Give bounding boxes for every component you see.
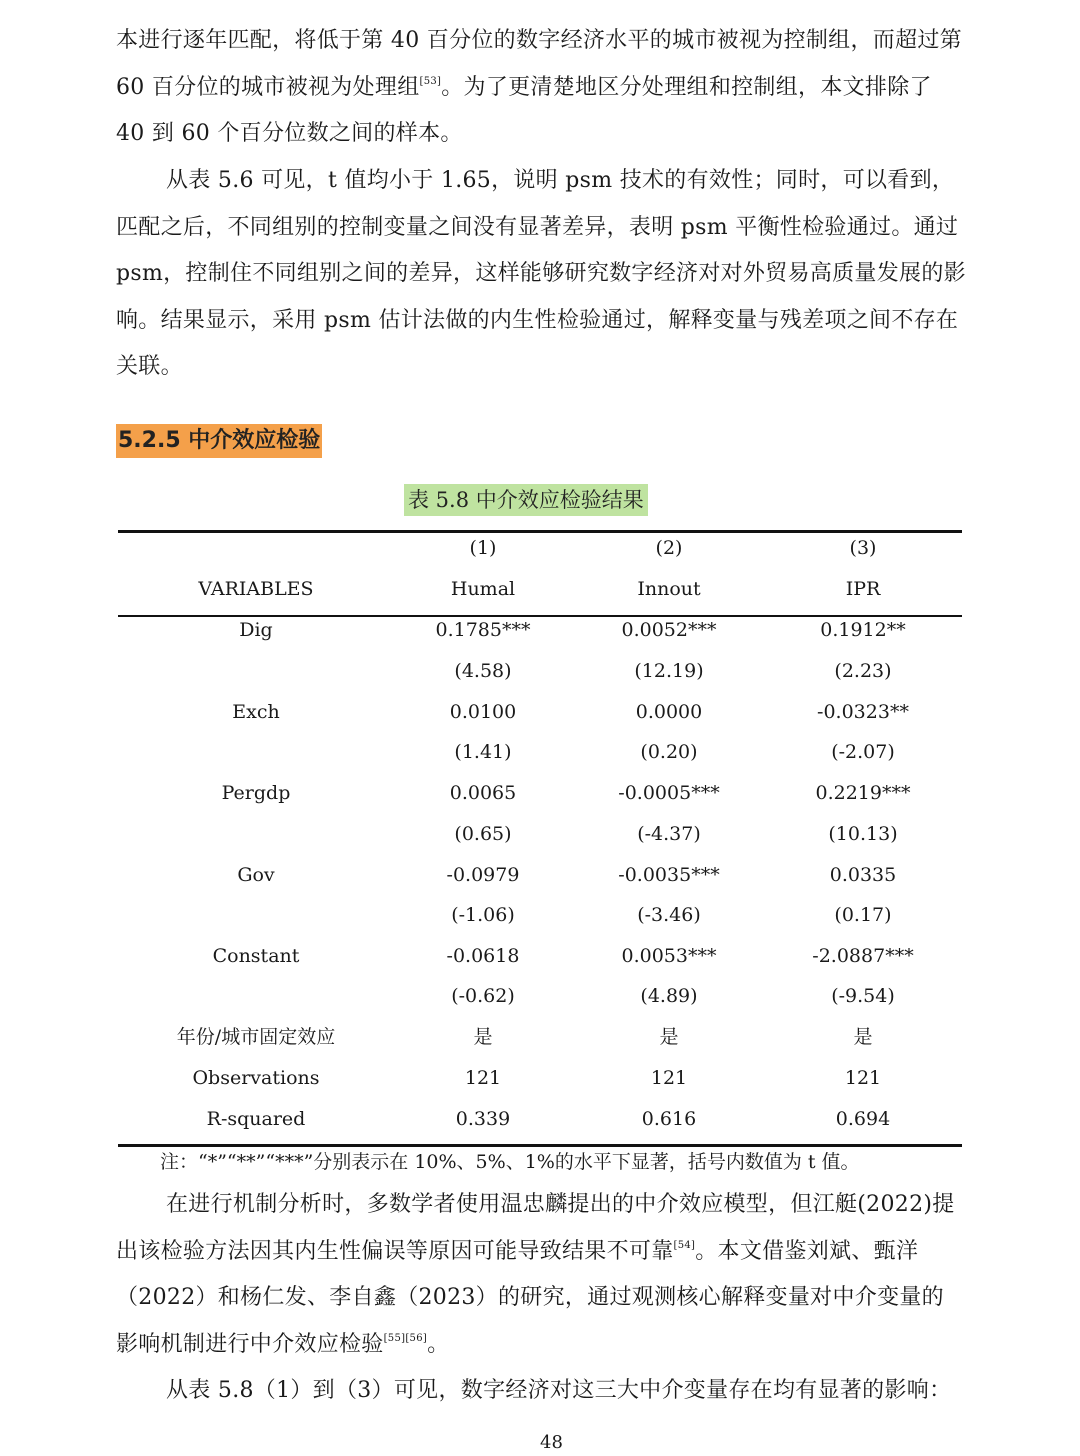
cell-col-2: (12.19) — [634, 660, 704, 682]
cell-col-3: 121 — [844, 1067, 882, 1089]
cell-col-2: 是 — [659, 1026, 679, 1048]
cell-col-2: -0.0035*** — [618, 864, 720, 886]
paragraph-text: 在进行机制分析时，多数学者使用温忠麟提出的中介效应模型，但江艇(2022)提出该检验方法因其内生性偏误等原因可能导致结果不可靠 — [116, 1192, 955, 1264]
cell-col-3: (0.17) — [834, 904, 892, 926]
cell-col-3: (-9.54) — [831, 985, 895, 1007]
cell-col-1: 121 — [464, 1067, 502, 1089]
cell-col-2: -0.0005*** — [618, 782, 720, 804]
cell-col-2: (4.89) — [640, 985, 698, 1007]
table-row — [118, 1017, 962, 1057]
header-col-1-name: Humal — [450, 578, 516, 600]
paragraph-psm-matching — [116, 18, 966, 158]
cell-col-3: (-2.07) — [831, 741, 895, 763]
paragraph-text: 本进行逐年匹配，将低于第 40 百分位的数字经济水平的城市被视为控制组，而超过第 60 百分位的城市被视为处理组 — [116, 28, 962, 100]
table-caption: 表 5.8 中介效应检验结果 — [404, 484, 648, 516]
cell-col-1: -0.0618 — [446, 945, 520, 967]
paragraph-text: 。为了更清楚地区分处理组和控制组，本文排除了 40 到 60 个百分位数之间的样本。 — [116, 74, 932, 146]
table-row — [118, 732, 962, 772]
cell-col-3: 是 — [853, 1026, 873, 1048]
table-row — [118, 814, 962, 854]
cell-col-3: 0.2219*** — [815, 782, 911, 804]
cell-col-2: (-4.37) — [637, 823, 701, 845]
row-label: Observations — [192, 1067, 320, 1089]
cell-col-1: 0.1785*** — [435, 619, 531, 641]
cell-col-1: -0.0979 — [446, 864, 520, 886]
cell-col-1: (1.41) — [454, 741, 512, 763]
cell-col-3: 0.694 — [835, 1108, 891, 1130]
cell-col-1: (-0.62) — [451, 985, 515, 1007]
table-row — [118, 1058, 962, 1098]
row-label: Pergdp — [221, 782, 291, 804]
cell-col-1: (-1.06) — [451, 904, 515, 926]
paragraph-text: 。本文借鉴刘斌、甄洋（2022）和杨仁发、李自鑫（2023）的研究，通过观测核心解释变量对中介变量的影响机制进行中介效应检验 — [116, 1238, 944, 1357]
paragraph-table-summary: 从表 5.8（1）到（3）可见，数字经济对这三大中介变量存在均有显著的影响： — [166, 1378, 952, 1403]
table-row — [118, 855, 962, 895]
table-row — [118, 692, 962, 732]
table-header-numbers — [118, 528, 962, 568]
row-label — [118, 895, 394, 935]
header-variables: VARIABLES — [198, 578, 314, 600]
cell-col-1: 0.0065 — [449, 782, 517, 804]
cell-col-1: (0.65) — [454, 823, 512, 845]
header-col-3-number: (3) — [849, 537, 877, 559]
cell-col-3: 0.1912** — [820, 619, 906, 641]
row-label: Exch — [232, 701, 280, 723]
table-row — [118, 936, 962, 976]
citation-ref: [54] — [673, 1239, 696, 1251]
table-row — [118, 1099, 962, 1139]
cell-col-1: (4.58) — [454, 660, 512, 682]
row-label: Constant — [212, 945, 300, 967]
cell-col-3: -2.0887*** — [812, 945, 914, 967]
cell-col-2: 121 — [650, 1067, 688, 1089]
cell-col-1: 0.0100 — [449, 701, 517, 723]
row-label — [118, 976, 394, 1016]
section-heading: 5.2.5 中介效应检验 — [116, 424, 322, 458]
cell-col-2: 0.0053*** — [621, 945, 717, 967]
table-row — [118, 610, 962, 650]
paragraph-psm-results: 从表 5.6 可见，t 值均小于 1.65，说明 psm 技术的有效性；同时，可以看到，匹配之后，不同组别的控制变量之间没有显著差异，表明 psm 平衡性检验通过。通过 psm，控制住不同组别之间的差异，这样能够研究数字经济对对外贸易高质量发展的影响。结果显示，采用 psm 估计法做的内生性检验通过，解释变量与残差项之间不存在关联。 — [116, 168, 966, 379]
citation-ref: [53] — [419, 75, 442, 87]
cell-col-2: 0.0052*** — [621, 619, 717, 641]
table-header-names — [118, 569, 962, 609]
row-label: 年份/城市固定效应 — [176, 1026, 336, 1048]
citation-ref: [55][56] — [383, 1332, 428, 1344]
row-label — [118, 732, 394, 772]
paragraph-mechanism — [116, 1182, 966, 1368]
cell-col-2: (0.20) — [640, 741, 698, 763]
table-row — [118, 976, 962, 1016]
header-col-2-number: (2) — [655, 537, 683, 559]
cell-col-1: 0.339 — [455, 1108, 511, 1130]
cell-col-3: (2.23) — [834, 660, 892, 682]
table-row — [118, 773, 962, 813]
table-note: 注：“*”“**”“***”分别表示在 10%、5%、1%的水平下显著，括号内数值为 t 值。 — [160, 1151, 860, 1173]
cell-col-2: 0.0000 — [635, 701, 703, 723]
row-label — [118, 651, 394, 691]
row-label: Dig — [239, 619, 273, 641]
cell-col-1: 是 — [473, 1026, 493, 1048]
cell-col-3: -0.0323** — [817, 701, 909, 723]
row-label: R-squared — [206, 1108, 306, 1130]
table-row — [118, 651, 962, 691]
page-number: 48 — [540, 1432, 563, 1453]
header-col-2-name: Innout — [637, 578, 701, 600]
paragraph-text: 。 — [427, 1331, 450, 1357]
table-row — [118, 895, 962, 935]
row-label — [118, 814, 394, 854]
cell-col-3: 0.0335 — [829, 864, 897, 886]
header-col-1-number: (1) — [469, 537, 497, 559]
cell-col-3: (10.13) — [828, 823, 898, 845]
cell-col-2: (-3.46) — [637, 904, 701, 926]
header-col-3-name: IPR — [845, 578, 881, 600]
cell-col-2: 0.616 — [641, 1108, 697, 1130]
row-label: Gov — [237, 864, 275, 886]
